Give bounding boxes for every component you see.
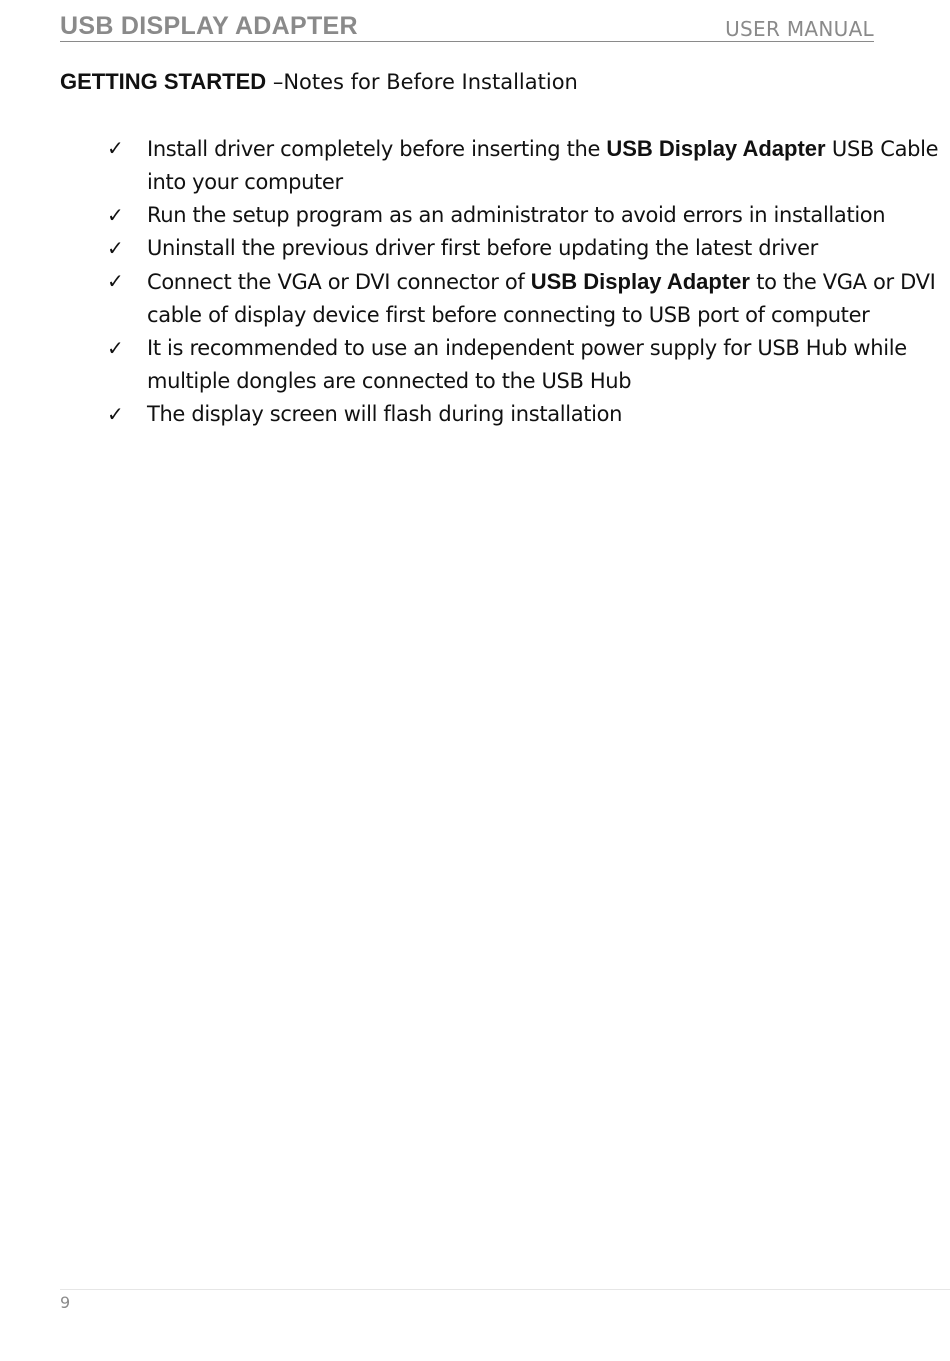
page-header	[60, 10, 874, 42]
note-text: It is recommended to use an independent power supply for USB Hub while multiple dongles are connected to the USB Hub	[147, 336, 907, 393]
section-heading-bold: GETTING STARTED	[60, 69, 267, 94]
checkmark-icon: ✓	[107, 402, 124, 426]
note-text-continued: to the VGA or DVI cable of display device first before connecting to USB port of computer	[147, 270, 936, 327]
note-item-1	[107, 132, 949, 199]
note-item-2	[107, 199, 949, 232]
note-item-6	[107, 398, 949, 431]
section-heading	[60, 69, 578, 95]
note-text-bold: USB Display Adapter	[530, 269, 750, 294]
checkmark-icon: ✓	[107, 203, 124, 227]
note-text: Install driver completely before inserting the	[147, 137, 607, 161]
installation-notes-list	[107, 132, 949, 431]
header-doc-type: USER MANUAL	[725, 17, 874, 41]
checkmark-icon: ✓	[107, 136, 124, 160]
footer-divider	[60, 1289, 950, 1290]
note-text-bold: USB Display Adapter	[606, 136, 826, 161]
note-text: Connect the VGA or DVI connector of	[147, 270, 531, 294]
checkmark-icon: ✓	[107, 336, 124, 360]
note-item-4	[107, 265, 949, 332]
section-heading-rest: –Notes for Before Installation	[266, 70, 578, 94]
header-product-title: USB DISPLAY ADAPTER	[60, 12, 358, 40]
note-text: Uninstall the previous driver first before updating the latest driver	[147, 236, 818, 260]
note-item-5	[107, 332, 949, 398]
note-item-3	[107, 232, 949, 265]
checkmark-icon: ✓	[107, 236, 124, 260]
note-text-continued: USB Cable into your computer	[147, 137, 939, 194]
note-text: The display screen will flash during installation	[147, 402, 623, 426]
note-text: Run the setup program as an administrator to avoid errors in installation	[147, 203, 886, 227]
page-number: 9	[60, 1293, 71, 1312]
checkmark-icon: ✓	[107, 269, 124, 293]
